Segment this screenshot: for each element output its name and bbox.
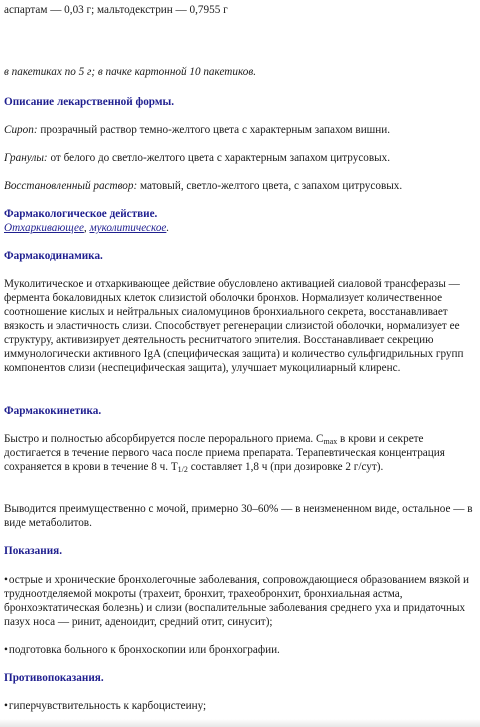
pharmacodynamics-heading: Фармакодинамика. <box>4 250 103 262</box>
pharmacokinetics-absorption <box>4 432 476 474</box>
solution-description <box>4 179 476 193</box>
contraindications-heading: Противопоказания. <box>4 672 104 684</box>
expectorant-link[interactable]: Отхаркивающее <box>4 222 84 234</box>
pharm-action-links <box>4 221 476 235</box>
solution-label: Восстановленный раствор: <box>4 180 138 192</box>
pharmacokinetics-heading: Фармакокинетика. <box>4 405 102 417</box>
absorption-text-c: составляет 1,8 ч (при дозировке 2 г/сут). <box>187 461 384 473</box>
pharmacodynamics-text: Муколитическое и отхаркивающее действие обусловлено активацией сиаловой трансферазы — фермента бокаловидных клеток слизистой оболочки бронхов. Нормализует количественное соотношение кислых и нейтральных сиаломуцинов бронхиального секрета, восстанавливает вязкость и эластичность слизи. Способствует регенерации слизистой оболочки, нормализует ее структуру, активизирует деятельность реснитчатого эпителия. Восстанавливает секрецию иммунологически активного IgA (специфическая защита) и количество сульфгидрильных групп компонентов слизи (неспецифическая защита), улучшает мукоцилиарный клиренс. <box>4 278 464 374</box>
absorption-text-b: в крови и секрете достигается в течение первого часа после приема препарата. Терапевтическая концентрация сохраняется в крови в течение 8 ч. T <box>4 433 445 473</box>
granules-text: от белого до светло-желтого цвета с характерным запахом цитрусовых. <box>50 152 391 164</box>
indication-item: • острые и хронические бронхолегочные заболевания, сопровождающиеся образованием вязкой и трудноотделяемой мокроты (трахеит, бронхит, трахеобронхит, бронхиальная астма, бронхоэктатическая болезнь) и слизи (воспалительные заболевания среднего уха и придаточных пазух носа — ринит, аденоидит, средний отит, синусит); <box>4 573 476 629</box>
bottom-edge-shadow <box>0 719 480 727</box>
pharm-action-heading: Фармакологическое действие. <box>4 208 158 220</box>
links-end: . <box>166 222 170 234</box>
solution-text: матовый, светло-желтого цвета, с запахом цитрусовых. <box>140 180 403 192</box>
syrup-text: прозрачный раствор темно-желтого цвета с характерным запахом вишни. <box>40 124 391 136</box>
contraindication-item: • гиперчувствительность к карбоцистеину; <box>4 699 476 713</box>
indication-item: • подготовка больного к бронхоскопии или бронхографии. <box>4 643 476 657</box>
link-separator: , <box>83 222 90 234</box>
pharmacokinetics-excretion: Выводится преимущественно с мочой, примерно 30–60% — в неизмененном виде, остальное — в виде метаболитов. <box>4 503 473 529</box>
dosage-form-heading: Описание лекарственной формы. <box>4 96 175 108</box>
granules-label: Гранулы: <box>4 152 48 164</box>
indications-heading: Показания. <box>4 545 62 557</box>
absorption-text-a: Быстро и полностью абсорбируется после перорального приема. C <box>4 433 324 445</box>
packaging-text: в пакетиках по 5 г; в пачке картонной 10 пакетиков. <box>4 66 257 78</box>
syrup-label: Сироп: <box>4 124 38 136</box>
syrup-description <box>4 123 476 137</box>
composition-tail: аспартам — 0,03 г; мальтодекстрин — 0,7955 г <box>4 4 228 16</box>
granules-description <box>4 151 476 165</box>
cmax-subscript: max <box>323 437 338 446</box>
mucolytic-link[interactable]: муколитическое <box>89 222 167 234</box>
half-life-subscript: 1/2 <box>177 465 188 474</box>
